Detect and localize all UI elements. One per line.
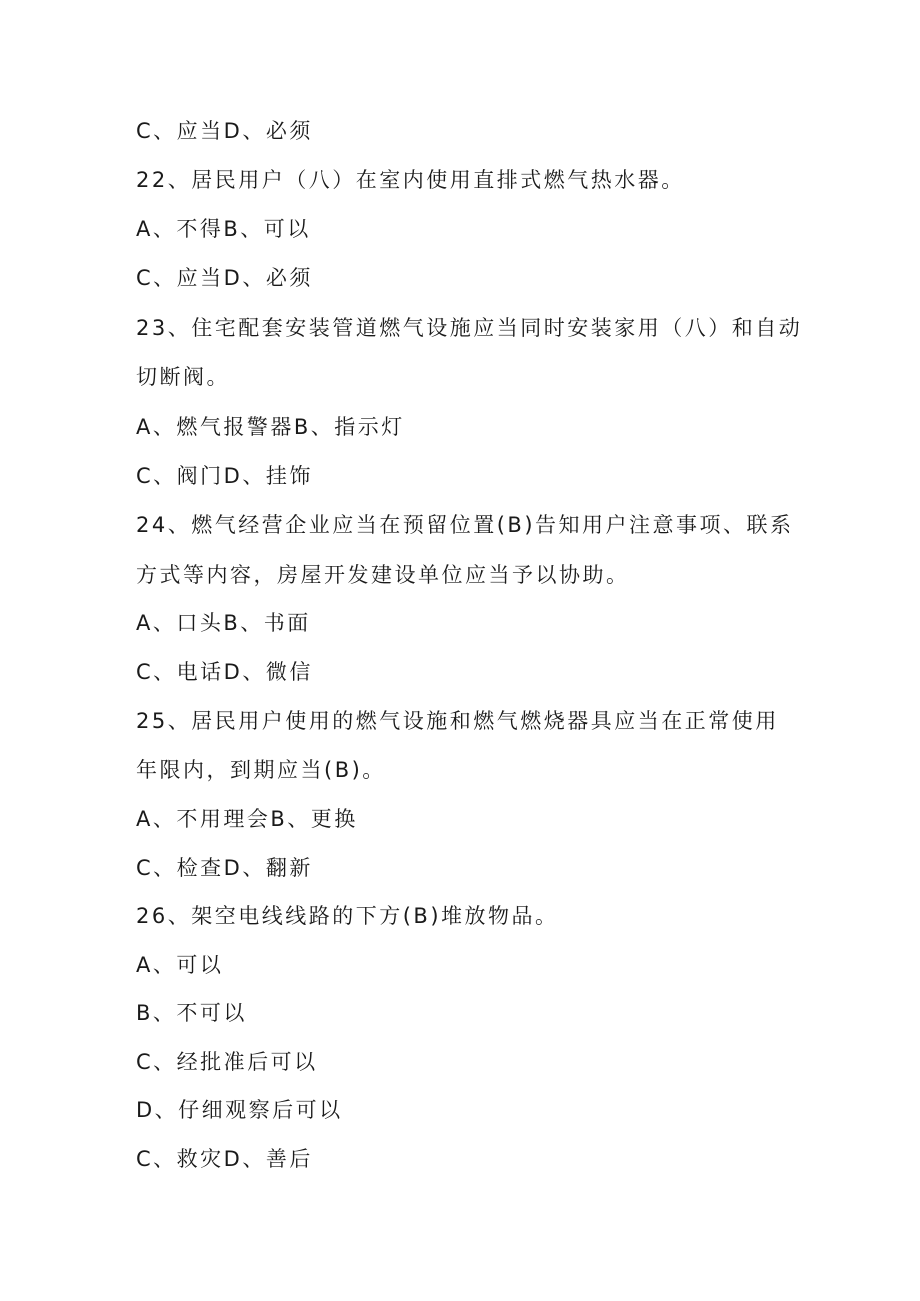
option-line: C、救灾D、善后 bbox=[136, 1147, 313, 1171]
question-22: 22、居民用户（八）在室内使用直排式燃气热水器。 bbox=[136, 168, 685, 192]
question-26: 26、架空电线线路的下方(B)堆放物品。 bbox=[136, 904, 559, 928]
option-line: C、经批准后可以 bbox=[136, 1050, 318, 1074]
option-line: C、阀门D、挂饰 bbox=[136, 464, 313, 488]
option-line: B、不可以 bbox=[136, 1001, 247, 1025]
question-23: 23、住宅配套安装管道燃气设施应当同时安装家用（八）和自动 bbox=[136, 316, 803, 340]
question-24-continued: 方式等内容，房屋开发建设单位应当予以协助。 bbox=[136, 563, 630, 587]
option-line: A、不用理会B、更换 bbox=[136, 807, 358, 831]
option-line: D、仔细观察后可以 bbox=[136, 1098, 343, 1122]
question-25-continued: 年限内，到期应当(B)。 bbox=[136, 758, 386, 782]
option-line: A、不得B、可以 bbox=[136, 217, 311, 241]
option-line: C、应当D、必须 bbox=[136, 119, 313, 143]
question-24: 24、燃气经营企业应当在预留位置(B)告知用户注意事项、联系 bbox=[136, 513, 794, 537]
option-line: A、燃气报警器B、指示灯 bbox=[136, 415, 405, 439]
question-23-continued: 切断阀。 bbox=[136, 365, 230, 389]
option-line: C、检查D、翻新 bbox=[136, 856, 313, 880]
option-line: A、可以 bbox=[136, 953, 224, 977]
option-line: A、口头B、书面 bbox=[136, 611, 311, 635]
option-line: C、电话D、微信 bbox=[136, 660, 313, 684]
option-line: C、应当D、必须 bbox=[136, 266, 313, 290]
question-25: 25、居民用户使用的燃气设施和燃气燃烧器具应当在正常使用 bbox=[136, 709, 779, 733]
